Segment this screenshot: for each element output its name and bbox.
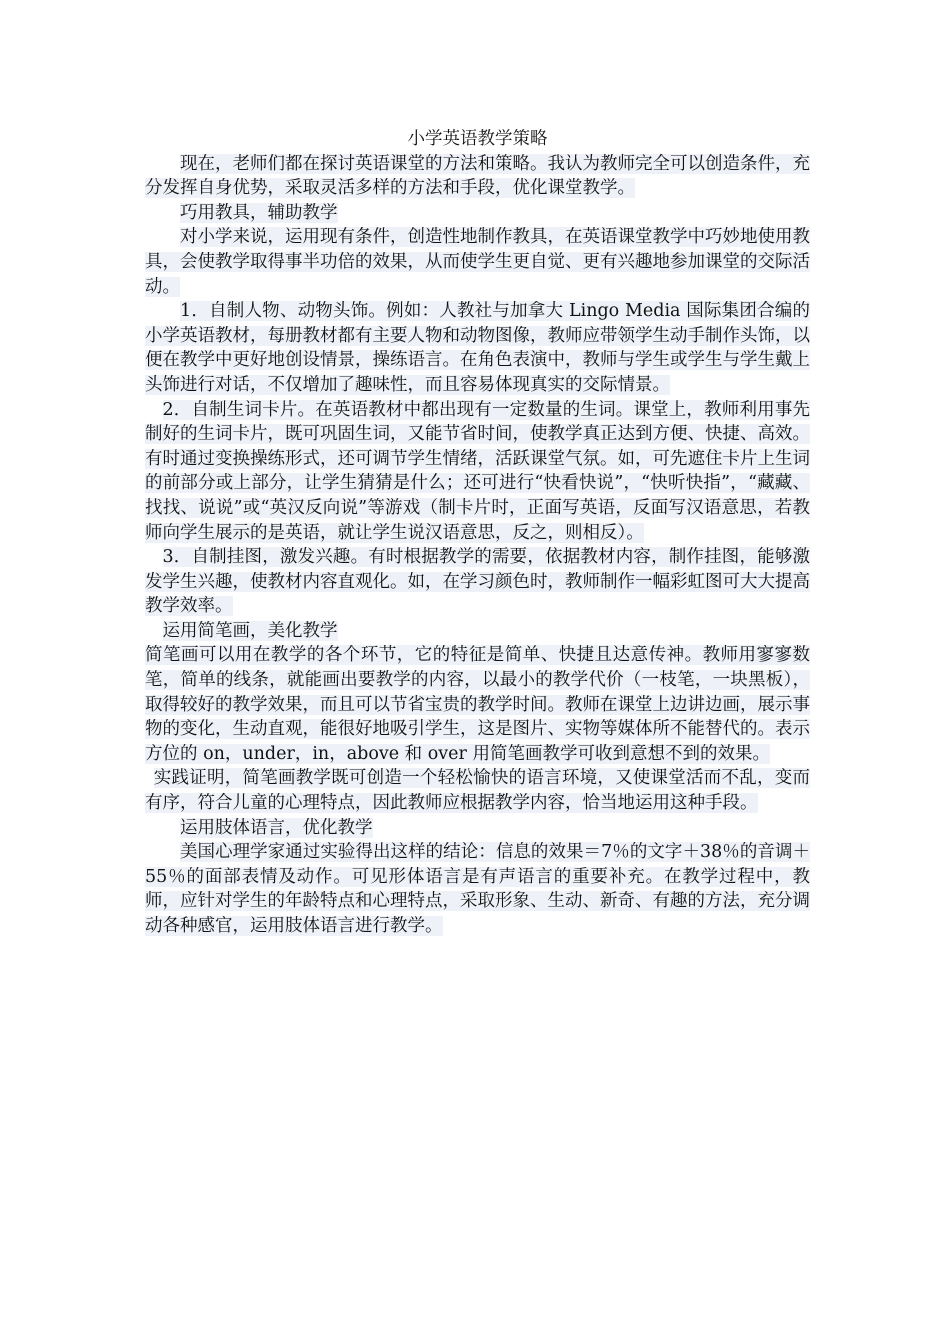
paragraph: [145, 643, 810, 766]
section-heading: [145, 816, 810, 841]
section-heading-text: 运用简笔画，美化教学: [162, 620, 338, 641]
paragraph-text: 1．自制人物、动物头饰。例如：人教社与加拿大 Lingo Media 国际集团合编的小学英语教材，每册教材都有主要人物和动物图像，教师应带领学生动手制作头饰，以便在教学中更好地创设情景，操练语言。在角色表演中，教师与学生或学生与学生戴上头饰进行对话，不仅增加了趣味性，而且容易体现真实的交际情景。: [145, 301, 810, 395]
paragraph-list: [145, 152, 810, 939]
document-title: 小学英语教学策略: [407, 129, 548, 149]
paragraph: [145, 545, 810, 619]
section-heading: [145, 201, 810, 226]
paragraph-text: 美国心理学家通过实验得出这样的结论：信息的效果＝7％的文字＋38％的音调＋55％的面部表情及动作。可见形体语言是有声语言的重要补充。在教学过程中，教师，应针对学生的年龄特点和心理特点，采取形象、生动、新奇、有趣的方法，充分调动各种感官，运用肢体语言进行教学。: [145, 842, 810, 936]
paragraph-text: 对小学来说，运用现有条件，创造性地制作教具，在英语课堂教学中巧妙地使用教具，会使教学取得事半功倍的效果，从而使学生更自觉、更有兴趣地参加课堂的交际活动。: [145, 227, 810, 297]
section-heading-text: 巧用教具，辅助教学: [180, 202, 338, 223]
paragraph-text: 3．自制挂图，激发兴趣。有时根据教学的需要，依据教材内容，制作挂图，能够激发学生兴趣，使教材内容直观化。如，在学习颜色时，教师制作一幅彩虹图可大大提高教学效率。: [145, 547, 810, 617]
section-heading-text: 运用肢体语言，优化教学: [180, 817, 373, 838]
paragraph: [145, 398, 810, 546]
paragraph: [145, 299, 810, 397]
paragraph-text: 2．自制生词卡片。在英语教材中都出现有一定数量的生词。课堂上，教师利用事先制好的生词卡片，既可巩固生词，又能节省时间，使教学真正达到方便、快捷、高效。有时通过变换操练形式，还可调节学生情绪，活跃课堂气氛。如，可先遮住卡片上生词的前部分或上部分，让学生猜猜是什么；还可进行“快看快说”，“快听快指”，“藏藏、找找、说说”或“英汉反向说”等游戏（制卡片时，正面写英语，反面写汉语意思，若教师向学生展示的是英语，就让学生说汉语意思，反之，则相反）。: [145, 399, 810, 543]
paragraph: [145, 766, 810, 815]
paragraph: [145, 152, 810, 201]
document-body: [145, 127, 810, 939]
paragraph-text: 现在，老师们都在探讨英语课堂的方法和策略。我认为教师完全可以创造条件，充分发挥自身优势，采取灵活多样的方法和手段，优化课堂教学。: [145, 153, 810, 199]
paragraph-text: 实践证明，简笔画教学既可创造一个轻松愉快的语言环境，又使课堂活而不乱，变而有序，符合儿童的心理特点，因此教师应根据教学内容，恰当地运用这种手段。: [145, 768, 810, 814]
paragraph-text: 简笔画可以用在教学的各个环节，它的特征是简单、快捷且达意传神。教师用寥寥数笔，简单的线条，就能画出要教学的内容，以最小的教学代价（一枝笔，一块黑板），取得较好的教学效果，而且可以节省宝贵的教学时间。教师在课堂上边讲边画，展示事物的变化，生动直观，能很好地吸引学生，这是图片、实物等媒体所不能替代的。表示方位的 on，under，in，above 和 over 用简笔画教学可收到意想不到的效果。: [145, 645, 810, 764]
section-heading: [145, 619, 810, 644]
paragraph: [145, 840, 810, 938]
paragraph: [145, 225, 810, 299]
